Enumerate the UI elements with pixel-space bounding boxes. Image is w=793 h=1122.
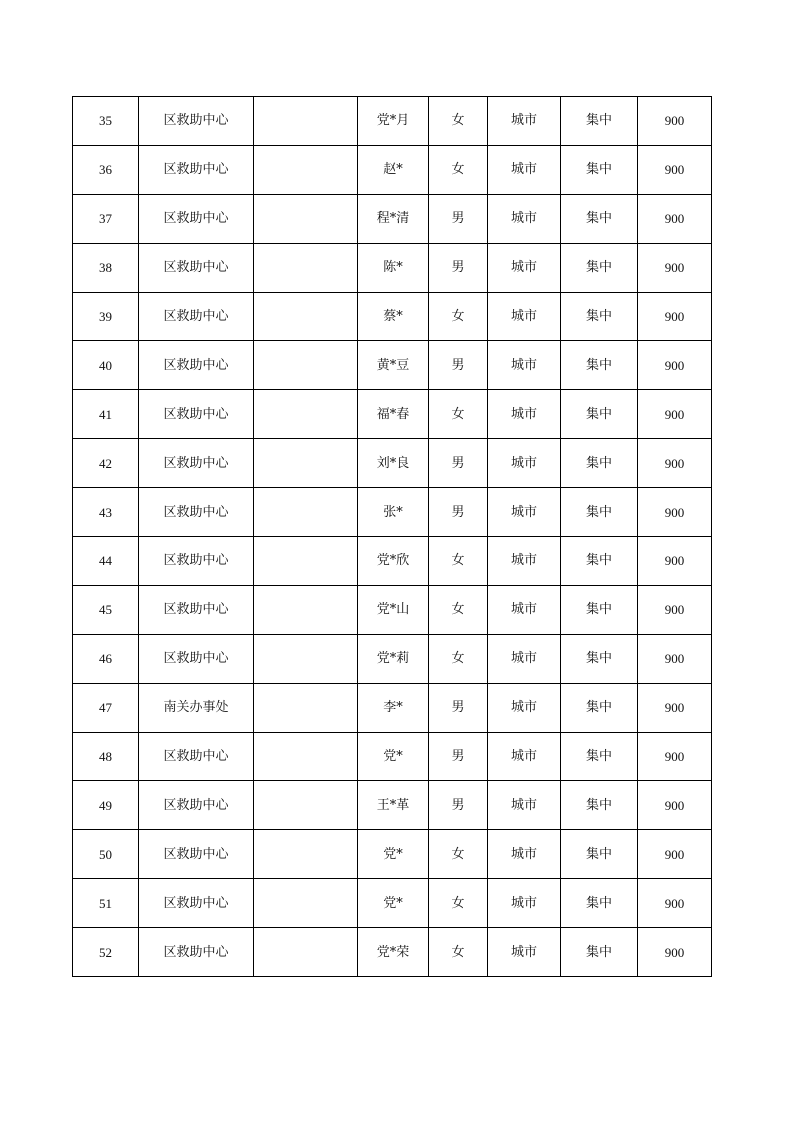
row-number-cell: 37	[73, 194, 139, 243]
area-cell: 城市	[488, 732, 561, 781]
blank-cell	[254, 439, 358, 488]
table-row	[73, 634, 712, 683]
person-name-cell: 赵*	[358, 145, 429, 194]
support-mode-cell: 集中	[561, 781, 638, 830]
area-cell: 城市	[488, 634, 561, 683]
person-name-cell: 党*荣	[358, 928, 429, 977]
blank-cell	[254, 928, 358, 977]
amount-cell: 900	[638, 439, 712, 488]
amount-cell: 900	[638, 537, 712, 586]
amount-cell: 900	[638, 928, 712, 977]
blank-cell	[254, 732, 358, 781]
support-mode-cell: 集中	[561, 194, 638, 243]
table-row	[73, 830, 712, 879]
blank-cell	[254, 194, 358, 243]
support-mode-cell: 集中	[561, 390, 638, 439]
unit-cell: 区救助中心	[139, 97, 254, 146]
blank-cell	[254, 292, 358, 341]
row-number-cell: 42	[73, 439, 139, 488]
unit-cell: 区救助中心	[139, 585, 254, 634]
unit-cell: 区救助中心	[139, 145, 254, 194]
row-number-cell: 38	[73, 243, 139, 292]
support-mode-cell: 集中	[561, 243, 638, 292]
support-mode-cell: 集中	[561, 488, 638, 537]
support-mode-cell: 集中	[561, 683, 638, 732]
unit-cell: 区救助中心	[139, 292, 254, 341]
table-row	[73, 585, 712, 634]
gender-cell: 男	[429, 683, 488, 732]
amount-cell: 900	[638, 683, 712, 732]
row-number-cell: 45	[73, 585, 139, 634]
person-name-cell: 程*清	[358, 194, 429, 243]
table-row	[73, 879, 712, 928]
area-cell: 城市	[488, 537, 561, 586]
unit-cell: 区救助中心	[139, 732, 254, 781]
gender-cell: 女	[429, 585, 488, 634]
area-cell: 城市	[488, 292, 561, 341]
table-row	[73, 732, 712, 781]
gender-cell: 男	[429, 243, 488, 292]
blank-cell	[254, 145, 358, 194]
row-number-cell: 40	[73, 341, 139, 390]
blank-cell	[254, 537, 358, 586]
person-name-cell: 党*欣	[358, 537, 429, 586]
area-cell: 城市	[488, 194, 561, 243]
support-mode-cell: 集中	[561, 439, 638, 488]
unit-cell: 南关办事处	[139, 683, 254, 732]
amount-cell: 900	[638, 145, 712, 194]
area-cell: 城市	[488, 439, 561, 488]
area-cell: 城市	[488, 928, 561, 977]
gender-cell: 女	[429, 390, 488, 439]
gender-cell: 女	[429, 145, 488, 194]
amount-cell: 900	[638, 194, 712, 243]
unit-cell: 区救助中心	[139, 243, 254, 292]
unit-cell: 区救助中心	[139, 390, 254, 439]
document-page	[72, 96, 711, 977]
support-mode-cell: 集中	[561, 145, 638, 194]
blank-cell	[254, 97, 358, 146]
support-mode-cell: 集中	[561, 537, 638, 586]
table-row	[73, 97, 712, 146]
amount-cell: 900	[638, 341, 712, 390]
gender-cell: 女	[429, 97, 488, 146]
support-mode-cell: 集中	[561, 732, 638, 781]
gender-cell: 男	[429, 488, 488, 537]
blank-cell	[254, 243, 358, 292]
support-mode-cell: 集中	[561, 97, 638, 146]
gender-cell: 男	[429, 341, 488, 390]
beneficiary-table	[72, 96, 712, 977]
gender-cell: 女	[429, 634, 488, 683]
amount-cell: 900	[638, 585, 712, 634]
row-number-cell: 35	[73, 97, 139, 146]
person-name-cell: 黄*豆	[358, 341, 429, 390]
amount-cell: 900	[638, 879, 712, 928]
area-cell: 城市	[488, 488, 561, 537]
table-row	[73, 243, 712, 292]
area-cell: 城市	[488, 243, 561, 292]
amount-cell: 900	[638, 97, 712, 146]
blank-cell	[254, 781, 358, 830]
unit-cell: 区救助中心	[139, 928, 254, 977]
row-number-cell: 39	[73, 292, 139, 341]
gender-cell: 男	[429, 194, 488, 243]
support-mode-cell: 集中	[561, 585, 638, 634]
unit-cell: 区救助中心	[139, 488, 254, 537]
support-mode-cell: 集中	[561, 634, 638, 683]
blank-cell	[254, 488, 358, 537]
person-name-cell: 蔡*	[358, 292, 429, 341]
amount-cell: 900	[638, 634, 712, 683]
area-cell: 城市	[488, 390, 561, 439]
area-cell: 城市	[488, 830, 561, 879]
area-cell: 城市	[488, 145, 561, 194]
blank-cell	[254, 879, 358, 928]
unit-cell: 区救助中心	[139, 194, 254, 243]
unit-cell: 区救助中心	[139, 781, 254, 830]
person-name-cell: 刘*良	[358, 439, 429, 488]
amount-cell: 900	[638, 390, 712, 439]
row-number-cell: 50	[73, 830, 139, 879]
amount-cell: 900	[638, 830, 712, 879]
support-mode-cell: 集中	[561, 341, 638, 390]
blank-cell	[254, 683, 358, 732]
unit-cell: 区救助中心	[139, 634, 254, 683]
gender-cell: 男	[429, 439, 488, 488]
table-body	[73, 97, 712, 977]
table-row	[73, 194, 712, 243]
area-cell: 城市	[488, 683, 561, 732]
row-number-cell: 47	[73, 683, 139, 732]
row-number-cell: 43	[73, 488, 139, 537]
unit-cell: 区救助中心	[139, 341, 254, 390]
support-mode-cell: 集中	[561, 928, 638, 977]
row-number-cell: 46	[73, 634, 139, 683]
person-name-cell: 陈*	[358, 243, 429, 292]
row-number-cell: 52	[73, 928, 139, 977]
amount-cell: 900	[638, 732, 712, 781]
blank-cell	[254, 634, 358, 683]
blank-cell	[254, 585, 358, 634]
area-cell: 城市	[488, 585, 561, 634]
person-name-cell: 党*	[358, 830, 429, 879]
table-row	[73, 781, 712, 830]
amount-cell: 900	[638, 488, 712, 537]
unit-cell: 区救助中心	[139, 439, 254, 488]
gender-cell: 女	[429, 879, 488, 928]
support-mode-cell: 集中	[561, 879, 638, 928]
area-cell: 城市	[488, 341, 561, 390]
row-number-cell: 44	[73, 537, 139, 586]
table-row	[73, 488, 712, 537]
person-name-cell: 李*	[358, 683, 429, 732]
table-row	[73, 145, 712, 194]
table-row	[73, 928, 712, 977]
blank-cell	[254, 341, 358, 390]
row-number-cell: 51	[73, 879, 139, 928]
gender-cell: 女	[429, 830, 488, 879]
person-name-cell: 党*山	[358, 585, 429, 634]
area-cell: 城市	[488, 781, 561, 830]
gender-cell: 女	[429, 537, 488, 586]
amount-cell: 900	[638, 781, 712, 830]
gender-cell: 女	[429, 292, 488, 341]
support-mode-cell: 集中	[561, 292, 638, 341]
person-name-cell: 党*	[358, 879, 429, 928]
blank-cell	[254, 830, 358, 879]
row-number-cell: 48	[73, 732, 139, 781]
row-number-cell: 36	[73, 145, 139, 194]
table-row	[73, 390, 712, 439]
table-row	[73, 341, 712, 390]
gender-cell: 男	[429, 732, 488, 781]
gender-cell: 男	[429, 781, 488, 830]
amount-cell: 900	[638, 292, 712, 341]
amount-cell: 900	[638, 243, 712, 292]
area-cell: 城市	[488, 879, 561, 928]
person-name-cell: 福*春	[358, 390, 429, 439]
support-mode-cell: 集中	[561, 830, 638, 879]
row-number-cell: 41	[73, 390, 139, 439]
person-name-cell: 党*月	[358, 97, 429, 146]
person-name-cell: 党*	[358, 732, 429, 781]
unit-cell: 区救助中心	[139, 879, 254, 928]
unit-cell: 区救助中心	[139, 537, 254, 586]
person-name-cell: 张*	[358, 488, 429, 537]
table-row	[73, 683, 712, 732]
table-row	[73, 537, 712, 586]
gender-cell: 女	[429, 928, 488, 977]
person-name-cell: 王*革	[358, 781, 429, 830]
person-name-cell: 党*莉	[358, 634, 429, 683]
table-row	[73, 292, 712, 341]
area-cell: 城市	[488, 97, 561, 146]
row-number-cell: 49	[73, 781, 139, 830]
unit-cell: 区救助中心	[139, 830, 254, 879]
blank-cell	[254, 390, 358, 439]
table-row	[73, 439, 712, 488]
